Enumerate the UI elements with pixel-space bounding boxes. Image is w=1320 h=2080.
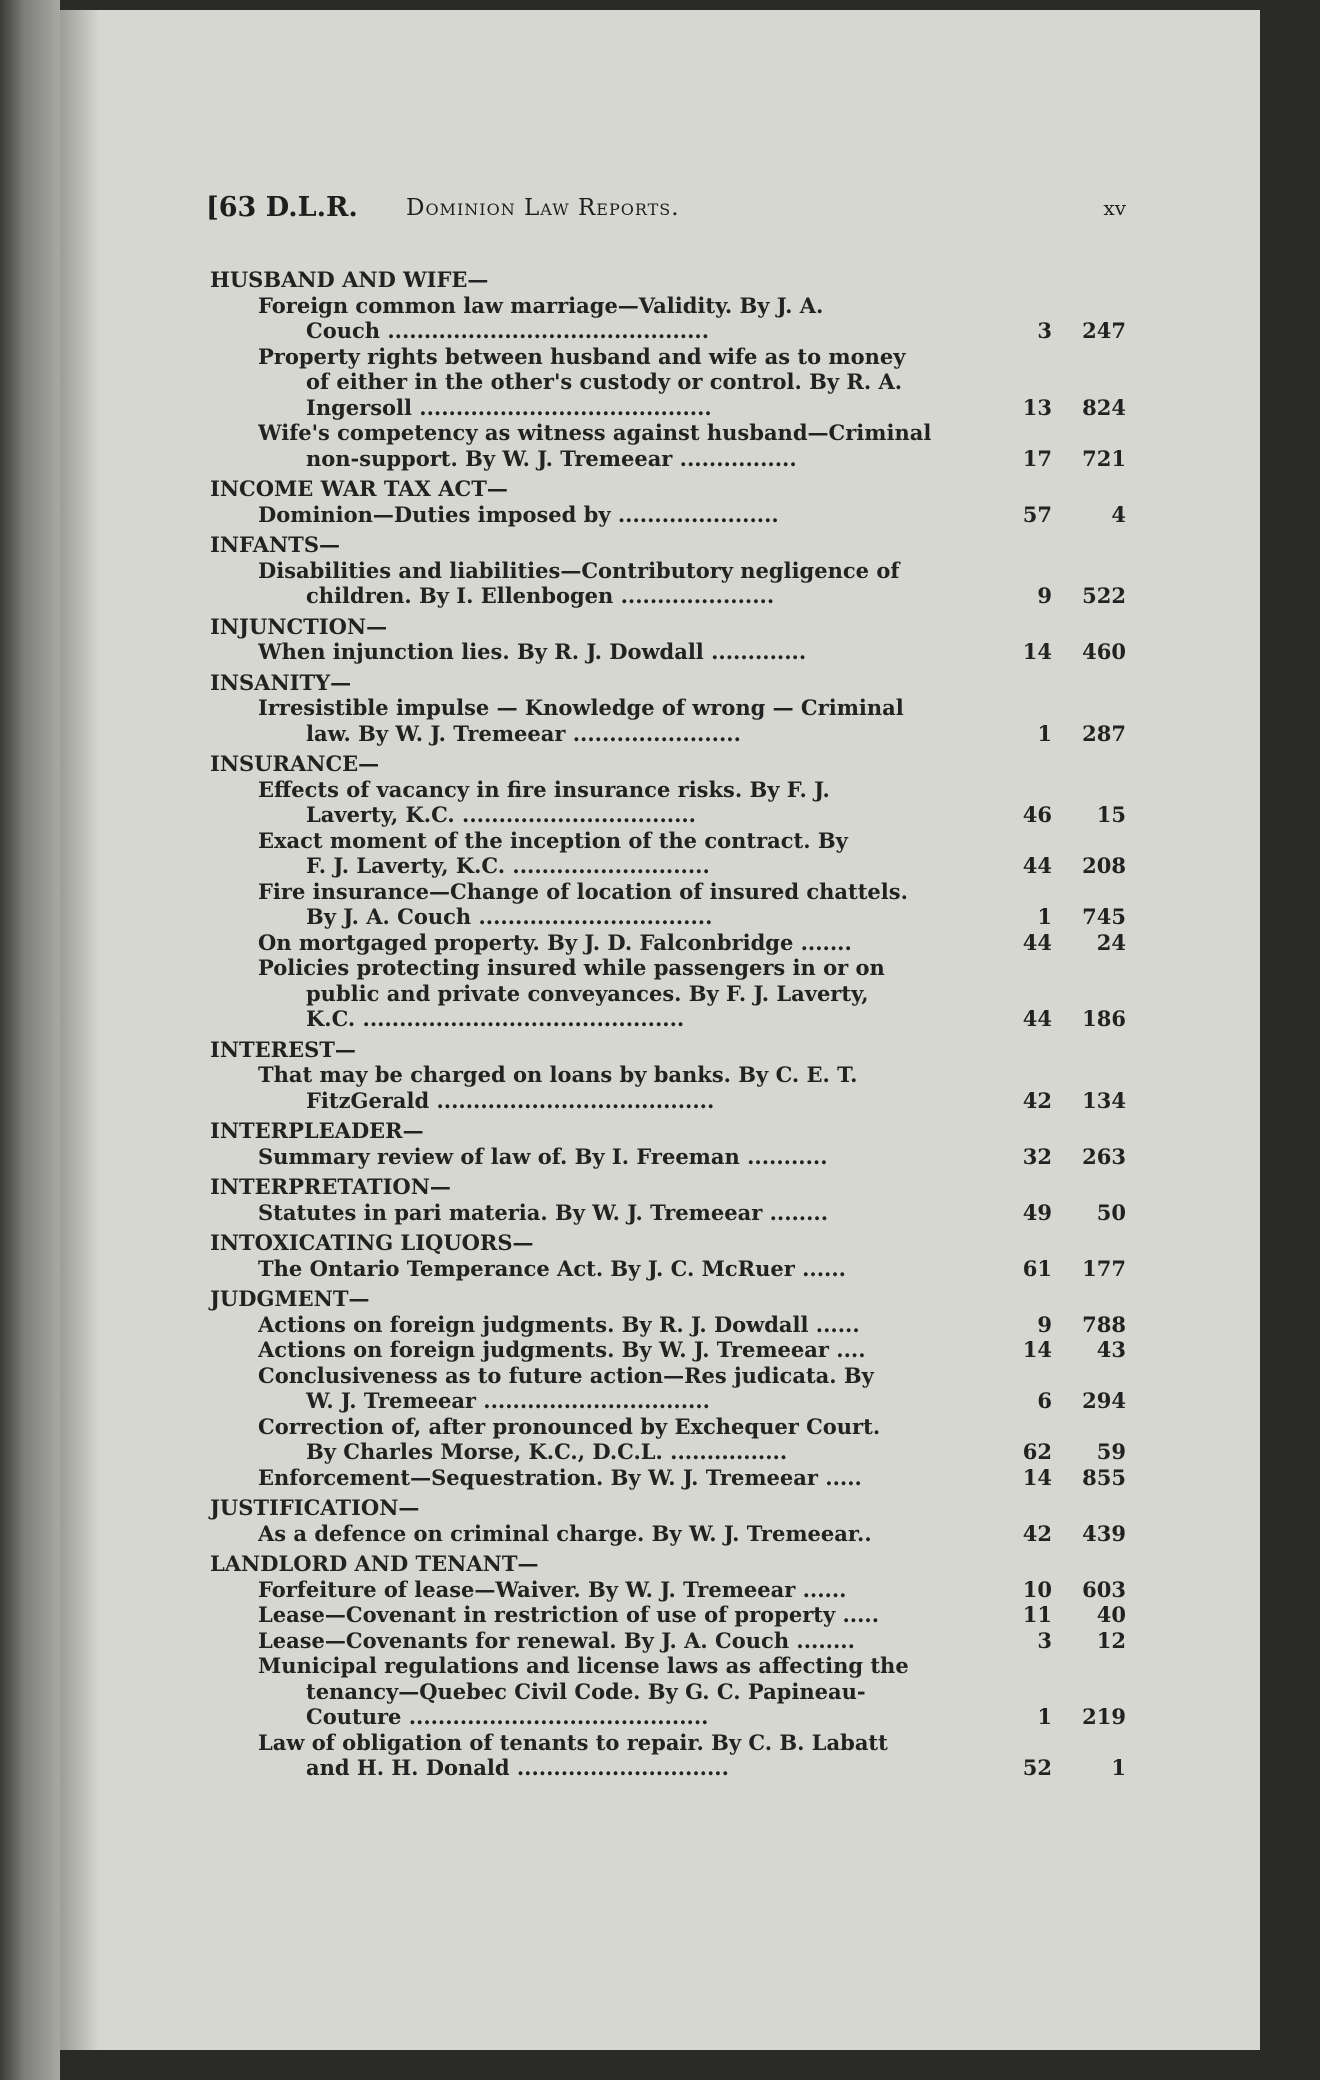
entry-text xyxy=(258,695,958,746)
index-heading: JUDGMENT— xyxy=(210,1286,370,1311)
entry-page: 721 xyxy=(1082,445,1126,471)
header-volume: [63 D.L.R. xyxy=(206,192,358,223)
entry-text xyxy=(258,1653,958,1730)
index-heading: INSURANCE— xyxy=(210,751,380,776)
index-entry xyxy=(210,1730,1130,1781)
entry-volume: 14 xyxy=(1022,639,1052,664)
entry-line: K.C. ............................................ xyxy=(306,1006,685,1031)
entry-text xyxy=(258,1730,958,1781)
entry-text xyxy=(258,777,958,828)
entry-line: Disabilities and liabilities—Contributory negligence of xyxy=(258,557,900,583)
entry-volume: 13 xyxy=(1022,394,1052,420)
entry-line: On mortgaged property. By J. D. Falconbridge ....... xyxy=(258,929,852,955)
entry-line: Couture ......................................... xyxy=(306,1704,709,1729)
index-entry xyxy=(210,1521,1130,1547)
entry-line: W. J. Tremeear ............................... xyxy=(306,1388,710,1413)
entry-page: 824 xyxy=(1082,394,1126,420)
entry-volume: 14 xyxy=(1022,1337,1052,1362)
entry-text xyxy=(258,344,958,421)
entry-volume: 9 xyxy=(1037,1311,1052,1337)
entry-line: Lease—Covenant in restriction of use of property ..... xyxy=(258,1602,880,1627)
entry-line: Wife's competency as witness against husband—Criminal xyxy=(258,420,932,445)
entry-line: F. J. Laverty, K.C. ........................... xyxy=(306,853,710,878)
entry-line: When injunction lies. By R. J. Dowdall ............. xyxy=(258,639,807,664)
entry-volume: 44 xyxy=(1022,853,1052,878)
index-heading: INJUNCTION— xyxy=(210,613,388,639)
entry-line: As a defence on criminal charge. By W. J. Tremeear.. xyxy=(258,1520,872,1546)
entry-text xyxy=(258,1256,958,1282)
entry-text xyxy=(258,1337,958,1363)
entry-volume: 6 xyxy=(1037,1388,1052,1413)
entry-text xyxy=(258,828,958,879)
entry-page: 50 xyxy=(1096,1199,1126,1225)
entry-page: 59 xyxy=(1096,1439,1126,1464)
entry-volume: 46 xyxy=(1022,802,1052,827)
entry-volume: 10 xyxy=(1022,1576,1052,1602)
entry-page: 134 xyxy=(1082,1087,1126,1113)
entry-text xyxy=(258,293,958,344)
entry-page: 287 xyxy=(1082,720,1126,746)
index-entry xyxy=(210,293,1130,344)
entry-text xyxy=(258,1414,958,1465)
entry-text xyxy=(258,930,958,956)
index-entry xyxy=(210,695,1130,746)
index-entry xyxy=(210,1653,1130,1730)
entry-volume: 1 xyxy=(1037,904,1052,929)
entry-page: 247 xyxy=(1082,318,1126,343)
entry-text xyxy=(258,1628,958,1654)
entry-line: Lease—Covenants for renewal. By J. A. Couch ........ xyxy=(258,1627,855,1653)
index-entry xyxy=(210,420,1130,471)
entry-volume: 62 xyxy=(1022,1439,1052,1464)
index-entry xyxy=(210,930,1130,956)
index-entry xyxy=(210,777,1130,828)
entry-text xyxy=(258,420,958,471)
index-heading: INSANITY— xyxy=(210,669,352,695)
entry-page: 439 xyxy=(1082,1520,1126,1546)
entry-page: 263 xyxy=(1082,1143,1126,1169)
entry-volume: 11 xyxy=(1022,1602,1052,1627)
entry-volume: 3 xyxy=(1037,1627,1052,1653)
entry-line: and H. H. Donald ............................. xyxy=(306,1755,729,1780)
index-heading: INCOME WAR TAX ACT— xyxy=(210,476,508,501)
entry-line: Property rights between husband and wife as to money xyxy=(258,343,906,369)
index-entry xyxy=(210,1628,1130,1654)
index-entry xyxy=(210,1414,1130,1465)
entry-line: Forfeiture of lease—Waiver. By W. J. Tremeear ...... xyxy=(258,1576,847,1602)
entry-page: 43 xyxy=(1096,1337,1126,1362)
entry-volume: 1 xyxy=(1037,720,1052,746)
entry-line: That may be charged on loans by banks. By C. E. T. xyxy=(258,1062,858,1087)
entry-line: Exact moment of the inception of the contract. By xyxy=(258,827,848,853)
entry-page: 294 xyxy=(1082,1388,1126,1413)
index-entry xyxy=(210,1337,1130,1363)
entry-line: Effects of vacancy in fire insurance risks. By F. J. xyxy=(258,776,830,802)
entry-line: public and private conveyances. By F. J. Laverty, xyxy=(306,980,869,1006)
running-header xyxy=(206,192,1126,232)
entry-line: Foreign common law marriage—Validity. By J. A. xyxy=(258,292,824,318)
entry-text xyxy=(258,1363,958,1414)
entry-volume: 14 xyxy=(1022,1464,1052,1490)
entry-line: children. By I. Ellenbogen ..................... xyxy=(306,583,775,608)
entry-line: The Ontario Temperance Act. By J. C. McRuer ...... xyxy=(258,1255,846,1281)
index-heading: INTERPLEADER— xyxy=(210,1118,424,1143)
entry-page: 1 xyxy=(1111,1755,1126,1780)
entry-line: Summary review of law of. By I. Freeman ........... xyxy=(258,1143,828,1169)
entry-text xyxy=(258,1521,958,1547)
index-entry xyxy=(210,1465,1130,1491)
entry-volume: 9 xyxy=(1037,583,1052,608)
index-entry xyxy=(210,558,1130,609)
entry-line: By Charles Morse, K.C., D.C.L. ................ xyxy=(306,1439,788,1464)
book-page xyxy=(60,10,1260,2050)
index-entry xyxy=(210,639,1130,665)
index-entry xyxy=(210,879,1130,930)
entry-volume: 57 xyxy=(1022,501,1052,527)
index-entry xyxy=(210,1200,1130,1226)
entry-line: Statutes in pari materia. By W. J. Tremeear ........ xyxy=(258,1199,829,1225)
entry-line: Couch ............................................ xyxy=(306,318,710,343)
entry-line: tenancy—Quebec Civil Code. By G. C. Papineau- xyxy=(306,1678,866,1704)
index-heading: INTERPRETATION— xyxy=(210,1174,451,1199)
entry-text xyxy=(258,1602,958,1628)
entry-text xyxy=(258,1062,958,1113)
entry-line: Enforcement—Sequestration. By W. J. Tremeear ..... xyxy=(258,1464,862,1490)
entry-line: Fire insurance—Change of location of insured chattels. xyxy=(258,878,908,904)
entry-page: 855 xyxy=(1082,1464,1126,1490)
entry-text xyxy=(258,879,958,930)
entry-text xyxy=(258,639,958,665)
index-entry xyxy=(210,955,1130,1032)
entry-line: Law of obligation of tenants to repair. By C. B. Labatt xyxy=(258,1729,888,1755)
index-entry xyxy=(210,1062,1130,1113)
index-heading: INTOXICATING LIQUORS— xyxy=(210,1230,534,1255)
entry-page: 460 xyxy=(1082,639,1126,664)
header-page-number: xv xyxy=(1103,196,1126,220)
entry-text xyxy=(258,1577,958,1603)
entry-line: of either in the other's custody or control. By R. A. xyxy=(306,369,903,394)
entry-volume: 17 xyxy=(1022,445,1052,471)
entry-line: Municipal regulations and license laws as affecting the xyxy=(258,1653,909,1678)
entry-volume: 42 xyxy=(1022,1087,1052,1113)
entry-text xyxy=(258,502,958,528)
subject-index xyxy=(210,262,1130,1781)
entry-line: Laverty, K.C. ................................ xyxy=(306,802,696,827)
entry-line: FitzGerald ...................................... xyxy=(306,1087,715,1113)
index-heading: HUSBAND AND WIFE— xyxy=(210,267,489,292)
entry-volume: 44 xyxy=(1022,929,1052,955)
index-entry xyxy=(210,1602,1130,1628)
page-gutter-shadow xyxy=(60,10,100,2050)
entry-volume: 3 xyxy=(1037,318,1052,343)
entry-line: Actions on foreign judgments. By R. J. Dowdall ...... xyxy=(258,1311,860,1337)
index-heading: INTEREST— xyxy=(210,1036,356,1062)
index-entry xyxy=(210,1577,1130,1603)
index-entry xyxy=(210,1363,1130,1414)
entry-page: 603 xyxy=(1082,1576,1126,1602)
entry-volume: 44 xyxy=(1022,1006,1052,1031)
index-entry xyxy=(210,1256,1130,1282)
entry-page: 177 xyxy=(1082,1255,1126,1281)
entry-volume: 32 xyxy=(1022,1143,1052,1169)
entry-volume: 49 xyxy=(1022,1199,1052,1225)
entry-volume: 42 xyxy=(1022,1520,1052,1546)
entry-page: 788 xyxy=(1082,1311,1126,1337)
entry-line: Ingersoll ........................................ xyxy=(306,394,712,420)
entry-page: 219 xyxy=(1082,1704,1126,1729)
entry-line: law. By W. J. Tremeear ....................... xyxy=(306,720,741,746)
entry-text xyxy=(258,1312,958,1338)
index-heading: LANDLORD AND TENANT— xyxy=(210,1551,539,1576)
entry-volume: 61 xyxy=(1022,1255,1052,1281)
entry-page: 522 xyxy=(1082,583,1126,608)
entry-page: 186 xyxy=(1082,1006,1126,1031)
index-heading: INFANTS— xyxy=(210,532,340,557)
entry-line: Policies protecting insured while passengers in or on xyxy=(258,955,885,980)
index-entry xyxy=(210,502,1130,528)
entry-line: non-support. By W. J. Tremeear ................ xyxy=(306,445,797,471)
entry-page: 40 xyxy=(1096,1602,1126,1627)
entry-page: 24 xyxy=(1096,929,1126,955)
entry-text xyxy=(258,955,958,1032)
entry-text xyxy=(258,1200,958,1226)
index-entry xyxy=(210,828,1130,879)
index-entry xyxy=(210,1312,1130,1338)
entry-volume: 1 xyxy=(1037,1704,1052,1729)
index-heading: JUSTIFICATION— xyxy=(210,1495,420,1520)
header-title: Dominion Law Reports. xyxy=(406,195,680,221)
book-left-edge xyxy=(0,0,60,2080)
entry-text xyxy=(258,1465,958,1491)
entry-page: 15 xyxy=(1096,802,1126,827)
entry-line: Conclusiveness as to future action—Res judicata. By xyxy=(258,1362,874,1388)
entry-line: Irresistible impulse — Knowledge of wrong — Criminal xyxy=(258,695,904,720)
entry-volume: 52 xyxy=(1022,1755,1052,1780)
index-entry xyxy=(210,1144,1130,1170)
entry-page: 4 xyxy=(1111,501,1126,527)
entry-page: 745 xyxy=(1082,904,1126,929)
entry-page: 208 xyxy=(1082,853,1126,878)
index-entry xyxy=(210,344,1130,421)
entry-line: Correction of, after pronounced by Exchequer Court. xyxy=(258,1413,881,1439)
entry-page: 12 xyxy=(1096,1627,1126,1653)
entry-line: Actions on foreign judgments. By W. J. Tremeear .... xyxy=(258,1337,866,1362)
entry-text xyxy=(258,558,958,609)
entry-text xyxy=(258,1144,958,1170)
entry-line: Dominion—Duties imposed by ...................... xyxy=(258,501,779,527)
entry-line: By J. A. Couch ................................ xyxy=(306,904,713,929)
